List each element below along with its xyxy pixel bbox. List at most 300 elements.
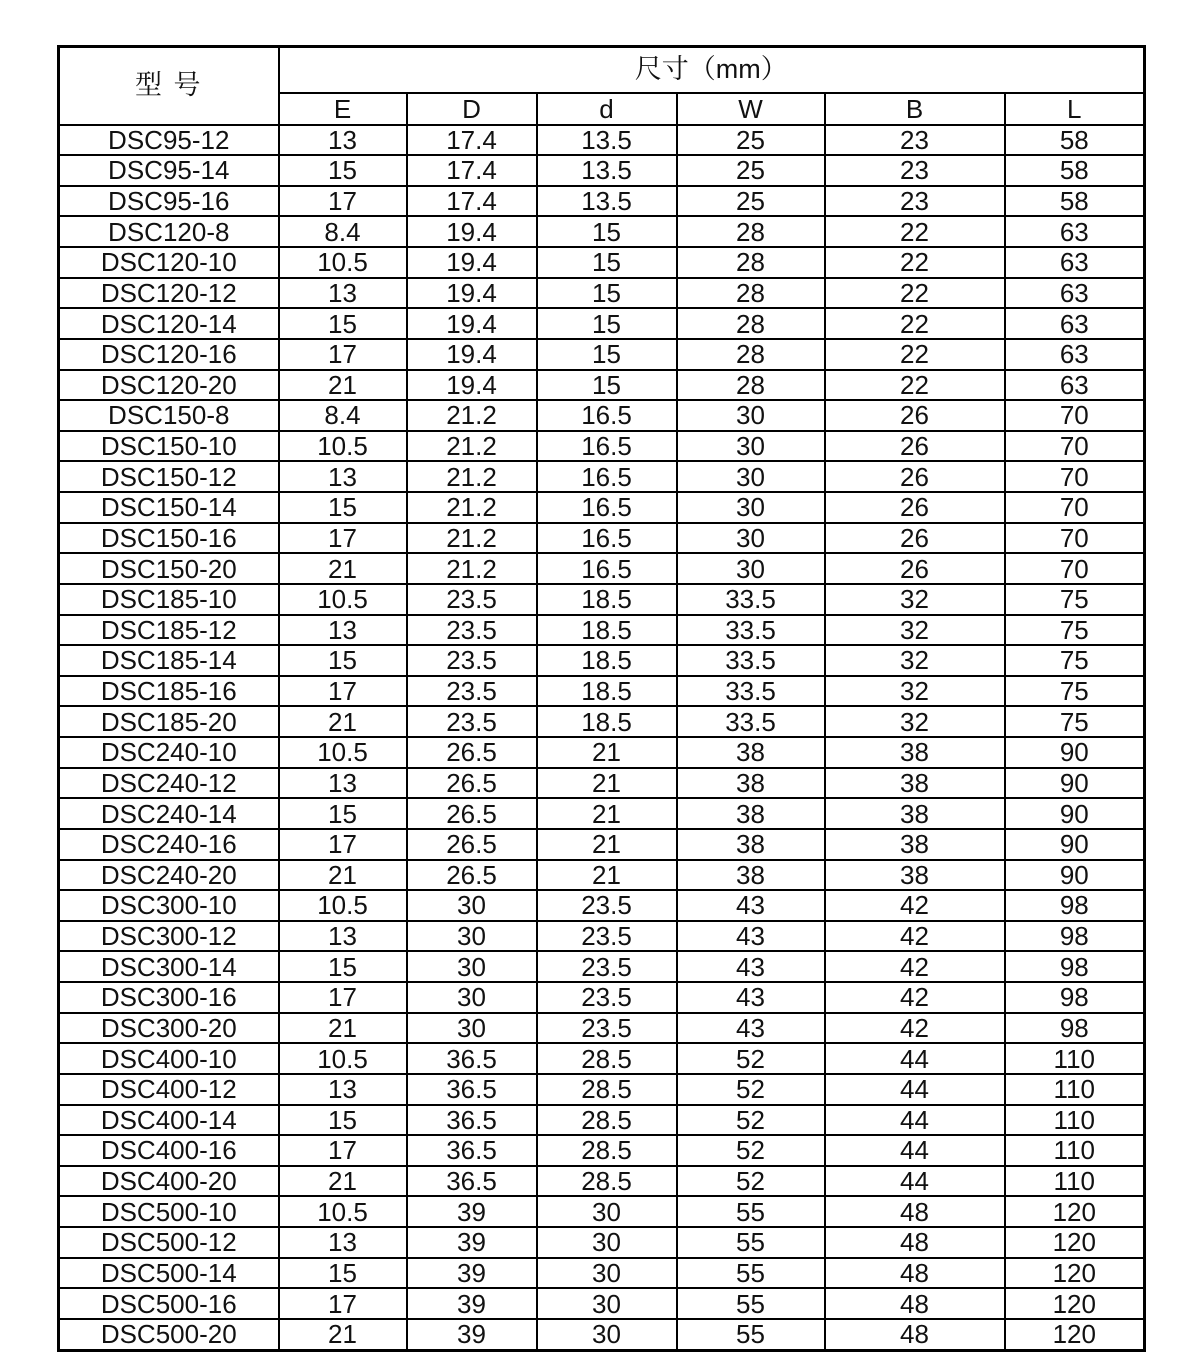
value-cell: 16.5 — [537, 523, 677, 554]
value-cell: 18.5 — [537, 645, 677, 676]
value-cell: 63 — [1005, 339, 1145, 370]
value-cell: 10.5 — [279, 1196, 407, 1227]
table-row — [59, 1288, 1145, 1319]
table-row — [59, 1319, 1145, 1351]
table-row — [59, 798, 1145, 829]
value-cell: 22 — [825, 308, 1005, 339]
value-cell: 10.5 — [279, 737, 407, 768]
value-cell: 33.5 — [677, 645, 825, 676]
model-cell: DSC120-10 — [59, 247, 279, 278]
value-cell: 30 — [677, 523, 825, 554]
table-row — [59, 1135, 1145, 1166]
value-cell: 17 — [279, 186, 407, 217]
table-row — [59, 155, 1145, 186]
value-cell: 15 — [279, 308, 407, 339]
value-cell: 22 — [825, 370, 1005, 401]
model-cell: DSC150-12 — [59, 461, 279, 492]
value-cell: 38 — [677, 768, 825, 799]
value-cell: 32 — [825, 706, 1005, 737]
value-cell: 16.5 — [537, 553, 677, 584]
table-row — [59, 1074, 1145, 1105]
table-row — [59, 216, 1145, 247]
value-cell: 28.5 — [537, 1135, 677, 1166]
table-row — [59, 615, 1145, 646]
column-header-L: L — [1005, 93, 1145, 125]
value-cell: 17 — [279, 523, 407, 554]
value-cell: 33.5 — [677, 706, 825, 737]
table-row — [59, 982, 1145, 1013]
value-cell: 30 — [537, 1227, 677, 1258]
value-cell: 30 — [407, 921, 537, 952]
model-cell: DSC500-12 — [59, 1227, 279, 1258]
value-cell: 26 — [825, 553, 1005, 584]
table-row — [59, 461, 1145, 492]
value-cell: 10.5 — [279, 584, 407, 615]
table-row — [59, 890, 1145, 921]
value-cell: 10.5 — [279, 890, 407, 921]
model-cell: DSC300-12 — [59, 921, 279, 952]
column-header-D: D — [407, 93, 537, 125]
value-cell: 32 — [825, 584, 1005, 615]
value-cell: 16.5 — [537, 492, 677, 523]
model-cell: DSC150-8 — [59, 400, 279, 431]
value-cell: 15 — [537, 216, 677, 247]
value-cell: 98 — [1005, 921, 1145, 952]
value-cell: 38 — [825, 829, 1005, 860]
value-cell: 38 — [677, 829, 825, 860]
column-header-B: B — [825, 93, 1005, 125]
value-cell: 98 — [1005, 890, 1145, 921]
value-cell: 17 — [279, 1288, 407, 1319]
column-header-d: d — [537, 93, 677, 125]
value-cell: 30 — [537, 1319, 677, 1351]
value-cell: 42 — [825, 921, 1005, 952]
value-cell: 39 — [407, 1227, 537, 1258]
value-cell: 30 — [537, 1258, 677, 1289]
model-cell: DSC300-14 — [59, 951, 279, 982]
value-cell: 19.4 — [407, 247, 537, 278]
value-cell: 110 — [1005, 1105, 1145, 1136]
value-cell: 48 — [825, 1196, 1005, 1227]
table-row — [59, 400, 1145, 431]
value-cell: 52 — [677, 1166, 825, 1197]
value-cell: 23.5 — [407, 615, 537, 646]
value-cell: 36.5 — [407, 1043, 537, 1074]
value-cell: 21 — [537, 768, 677, 799]
value-cell: 120 — [1005, 1227, 1145, 1258]
value-cell: 98 — [1005, 1013, 1145, 1044]
value-cell: 13 — [279, 125, 407, 156]
model-cell: DSC185-14 — [59, 645, 279, 676]
model-cell: DSC185-12 — [59, 615, 279, 646]
table-row — [59, 308, 1145, 339]
value-cell: 38 — [825, 798, 1005, 829]
value-cell: 38 — [677, 860, 825, 891]
value-cell: 39 — [407, 1288, 537, 1319]
value-cell: 30 — [677, 400, 825, 431]
value-cell: 15 — [279, 951, 407, 982]
table-header — [59, 47, 1145, 125]
value-cell: 38 — [825, 737, 1005, 768]
model-cell: DSC120-12 — [59, 278, 279, 309]
value-cell: 19.4 — [407, 308, 537, 339]
model-cell: DSC120-20 — [59, 370, 279, 401]
value-cell: 28.5 — [537, 1074, 677, 1105]
value-cell: 30 — [537, 1196, 677, 1227]
table-row — [59, 706, 1145, 737]
model-cell: DSC400-10 — [59, 1043, 279, 1074]
value-cell: 15 — [279, 798, 407, 829]
value-cell: 44 — [825, 1043, 1005, 1074]
value-cell: 23 — [825, 125, 1005, 156]
value-cell: 36.5 — [407, 1105, 537, 1136]
value-cell: 43 — [677, 951, 825, 982]
value-cell: 21 — [279, 1013, 407, 1044]
value-cell: 8.4 — [279, 216, 407, 247]
value-cell: 55 — [677, 1288, 825, 1319]
value-cell: 13 — [279, 1074, 407, 1105]
value-cell: 30 — [677, 553, 825, 584]
value-cell: 63 — [1005, 278, 1145, 309]
value-cell: 23.5 — [537, 890, 677, 921]
value-cell: 17.4 — [407, 155, 537, 186]
value-cell: 26 — [825, 431, 1005, 462]
value-cell: 25 — [677, 186, 825, 217]
value-cell: 38 — [825, 768, 1005, 799]
value-cell: 15 — [279, 1258, 407, 1289]
value-cell: 43 — [677, 1013, 825, 1044]
value-cell: 52 — [677, 1105, 825, 1136]
value-cell: 26 — [825, 523, 1005, 554]
value-cell: 28 — [677, 278, 825, 309]
column-header-W: W — [677, 93, 825, 125]
value-cell: 43 — [677, 890, 825, 921]
value-cell: 120 — [1005, 1258, 1145, 1289]
model-cell: DSC240-12 — [59, 768, 279, 799]
value-cell: 28 — [677, 308, 825, 339]
value-cell: 18.5 — [537, 706, 677, 737]
model-cell: DSC95-16 — [59, 186, 279, 217]
table-row — [59, 1013, 1145, 1044]
value-cell: 8.4 — [279, 400, 407, 431]
value-cell: 36.5 — [407, 1135, 537, 1166]
dimension-spec-table — [57, 45, 1146, 1352]
table-row — [59, 247, 1145, 278]
model-cell: DSC95-12 — [59, 125, 279, 156]
value-cell: 13.5 — [537, 186, 677, 217]
value-cell: 21 — [279, 370, 407, 401]
value-cell: 21.2 — [407, 523, 537, 554]
value-cell: 23 — [825, 186, 1005, 217]
value-cell: 75 — [1005, 676, 1145, 707]
model-cell: DSC120-14 — [59, 308, 279, 339]
value-cell: 13.5 — [537, 125, 677, 156]
value-cell: 30 — [407, 951, 537, 982]
value-cell: 19.4 — [407, 278, 537, 309]
value-cell: 55 — [677, 1258, 825, 1289]
value-cell: 28.5 — [537, 1166, 677, 1197]
value-cell: 26 — [825, 400, 1005, 431]
value-cell: 13 — [279, 921, 407, 952]
model-cell: DSC240-16 — [59, 829, 279, 860]
value-cell: 58 — [1005, 125, 1145, 156]
table-row — [59, 829, 1145, 860]
value-cell: 70 — [1005, 431, 1145, 462]
value-cell: 33.5 — [677, 676, 825, 707]
value-cell: 23.5 — [407, 645, 537, 676]
value-cell: 18.5 — [537, 676, 677, 707]
value-cell: 39 — [407, 1319, 537, 1351]
value-cell: 21 — [537, 737, 677, 768]
value-cell: 21 — [537, 798, 677, 829]
value-cell: 43 — [677, 921, 825, 952]
value-cell: 90 — [1005, 798, 1145, 829]
value-cell: 43 — [677, 982, 825, 1013]
value-cell: 17 — [279, 676, 407, 707]
value-cell: 42 — [825, 1013, 1005, 1044]
model-cell: DSC240-20 — [59, 860, 279, 891]
table-row — [59, 1258, 1145, 1289]
value-cell: 15 — [279, 155, 407, 186]
value-cell: 10.5 — [279, 1043, 407, 1074]
value-cell: 17.4 — [407, 186, 537, 217]
value-cell: 15 — [537, 247, 677, 278]
header-group-row — [59, 47, 1145, 93]
value-cell: 10.5 — [279, 247, 407, 278]
value-cell: 13 — [279, 768, 407, 799]
value-cell: 23 — [825, 155, 1005, 186]
value-cell: 21.2 — [407, 400, 537, 431]
value-cell: 70 — [1005, 461, 1145, 492]
value-cell: 23.5 — [407, 706, 537, 737]
table-row — [59, 523, 1145, 554]
table-row — [59, 492, 1145, 523]
value-cell: 22 — [825, 339, 1005, 370]
value-cell: 28.5 — [537, 1105, 677, 1136]
value-cell: 30 — [677, 492, 825, 523]
value-cell: 36.5 — [407, 1074, 537, 1105]
model-cell: DSC150-16 — [59, 523, 279, 554]
value-cell: 13 — [279, 278, 407, 309]
value-cell: 33.5 — [677, 584, 825, 615]
model-cell: DSC185-16 — [59, 676, 279, 707]
table-row — [59, 1166, 1145, 1197]
value-cell: 26.5 — [407, 768, 537, 799]
value-cell: 15 — [537, 339, 677, 370]
value-cell: 75 — [1005, 706, 1145, 737]
value-cell: 23.5 — [537, 1013, 677, 1044]
model-cell: DSC500-14 — [59, 1258, 279, 1289]
value-cell: 70 — [1005, 523, 1145, 554]
table-row — [59, 186, 1145, 217]
model-cell: DSC400-20 — [59, 1166, 279, 1197]
value-cell: 90 — [1005, 737, 1145, 768]
table-row — [59, 339, 1145, 370]
table-row — [59, 737, 1145, 768]
table-row — [59, 584, 1145, 615]
value-cell: 44 — [825, 1105, 1005, 1136]
model-cell: DSC150-10 — [59, 431, 279, 462]
value-cell: 55 — [677, 1227, 825, 1258]
value-cell: 17 — [279, 339, 407, 370]
value-cell: 38 — [677, 737, 825, 768]
value-cell: 23.5 — [407, 584, 537, 615]
value-cell: 120 — [1005, 1319, 1145, 1351]
value-cell: 75 — [1005, 584, 1145, 615]
value-cell: 23.5 — [407, 676, 537, 707]
value-cell: 17 — [279, 1135, 407, 1166]
model-cell: DSC300-20 — [59, 1013, 279, 1044]
value-cell: 32 — [825, 676, 1005, 707]
table-row — [59, 921, 1145, 952]
value-cell: 58 — [1005, 186, 1145, 217]
value-cell: 16.5 — [537, 400, 677, 431]
value-cell: 30 — [537, 1288, 677, 1319]
value-cell: 13 — [279, 1227, 407, 1258]
value-cell: 110 — [1005, 1166, 1145, 1197]
value-cell: 21 — [279, 706, 407, 737]
value-cell: 52 — [677, 1135, 825, 1166]
model-cell: DSC300-16 — [59, 982, 279, 1013]
table-row — [59, 1105, 1145, 1136]
value-cell: 21 — [537, 829, 677, 860]
value-cell: 21.2 — [407, 461, 537, 492]
value-cell: 23.5 — [537, 951, 677, 982]
value-cell: 90 — [1005, 829, 1145, 860]
value-cell: 25 — [677, 155, 825, 186]
value-cell: 120 — [1005, 1288, 1145, 1319]
value-cell: 26.5 — [407, 737, 537, 768]
model-cell: DSC500-20 — [59, 1319, 279, 1351]
value-cell: 16.5 — [537, 431, 677, 462]
value-cell: 44 — [825, 1135, 1005, 1166]
value-cell: 44 — [825, 1074, 1005, 1105]
value-cell: 42 — [825, 890, 1005, 921]
value-cell: 21 — [279, 1166, 407, 1197]
value-cell: 15 — [279, 1105, 407, 1136]
table-body — [59, 125, 1145, 1351]
value-cell: 30 — [407, 1013, 537, 1044]
value-cell: 26.5 — [407, 829, 537, 860]
value-cell: 75 — [1005, 615, 1145, 646]
table-row — [59, 278, 1145, 309]
value-cell: 18.5 — [537, 584, 677, 615]
value-cell: 63 — [1005, 370, 1145, 401]
model-cell: DSC185-10 — [59, 584, 279, 615]
value-cell: 70 — [1005, 553, 1145, 584]
value-cell: 10.5 — [279, 431, 407, 462]
value-cell: 70 — [1005, 400, 1145, 431]
value-cell: 21.2 — [407, 492, 537, 523]
value-cell: 25 — [677, 125, 825, 156]
table-row — [59, 125, 1145, 156]
value-cell: 32 — [825, 645, 1005, 676]
table-row — [59, 370, 1145, 401]
table-row — [59, 676, 1145, 707]
model-cell: DSC185-20 — [59, 706, 279, 737]
value-cell: 42 — [825, 982, 1005, 1013]
value-cell: 22 — [825, 247, 1005, 278]
model-cell: DSC400-12 — [59, 1074, 279, 1105]
value-cell: 30 — [677, 431, 825, 462]
value-cell: 22 — [825, 216, 1005, 247]
model-column-header: 型 号 — [59, 47, 279, 125]
model-cell: DSC500-10 — [59, 1196, 279, 1227]
value-cell: 33.5 — [677, 615, 825, 646]
value-cell: 48 — [825, 1258, 1005, 1289]
value-cell: 22 — [825, 278, 1005, 309]
value-cell: 21 — [279, 860, 407, 891]
value-cell: 39 — [407, 1258, 537, 1289]
table-row — [59, 553, 1145, 584]
value-cell: 28 — [677, 247, 825, 278]
value-cell: 19.4 — [407, 370, 537, 401]
model-cell: DSC400-16 — [59, 1135, 279, 1166]
table-row — [59, 1227, 1145, 1258]
value-cell: 16.5 — [537, 461, 677, 492]
value-cell: 21.2 — [407, 553, 537, 584]
value-cell: 52 — [677, 1074, 825, 1105]
value-cell: 21 — [279, 1319, 407, 1351]
table-row — [59, 1196, 1145, 1227]
dimension-group-header: 尺寸（mm） — [279, 47, 1145, 93]
value-cell: 15 — [537, 370, 677, 401]
value-cell: 63 — [1005, 308, 1145, 339]
table-row — [59, 951, 1145, 982]
value-cell: 52 — [677, 1043, 825, 1074]
model-cell: DSC150-20 — [59, 553, 279, 584]
model-cell: DSC400-14 — [59, 1105, 279, 1136]
value-cell: 48 — [825, 1319, 1005, 1351]
model-cell: DSC300-10 — [59, 890, 279, 921]
value-cell: 28 — [677, 339, 825, 370]
value-cell: 90 — [1005, 768, 1145, 799]
table-row — [59, 645, 1145, 676]
value-cell: 13.5 — [537, 155, 677, 186]
value-cell: 63 — [1005, 216, 1145, 247]
value-cell: 18.5 — [537, 615, 677, 646]
value-cell: 26 — [825, 461, 1005, 492]
value-cell: 55 — [677, 1196, 825, 1227]
value-cell: 23.5 — [537, 982, 677, 1013]
value-cell: 90 — [1005, 860, 1145, 891]
value-cell: 44 — [825, 1166, 1005, 1197]
value-cell: 36.5 — [407, 1166, 537, 1197]
value-cell: 28.5 — [537, 1043, 677, 1074]
value-cell: 21.2 — [407, 431, 537, 462]
value-cell: 15 — [537, 278, 677, 309]
value-cell: 120 — [1005, 1196, 1145, 1227]
value-cell: 19.4 — [407, 216, 537, 247]
value-cell: 63 — [1005, 247, 1145, 278]
value-cell: 38 — [677, 798, 825, 829]
value-cell: 48 — [825, 1227, 1005, 1258]
model-cell: DSC150-14 — [59, 492, 279, 523]
value-cell: 17 — [279, 982, 407, 1013]
value-cell: 32 — [825, 615, 1005, 646]
value-cell: 19.4 — [407, 339, 537, 370]
value-cell: 23.5 — [537, 921, 677, 952]
value-cell: 48 — [825, 1288, 1005, 1319]
table-row — [59, 860, 1145, 891]
value-cell: 110 — [1005, 1043, 1145, 1074]
value-cell: 58 — [1005, 155, 1145, 186]
value-cell: 110 — [1005, 1074, 1145, 1105]
table-row — [59, 431, 1145, 462]
value-cell: 13 — [279, 461, 407, 492]
model-cell: DSC120-16 — [59, 339, 279, 370]
value-cell: 21 — [537, 860, 677, 891]
